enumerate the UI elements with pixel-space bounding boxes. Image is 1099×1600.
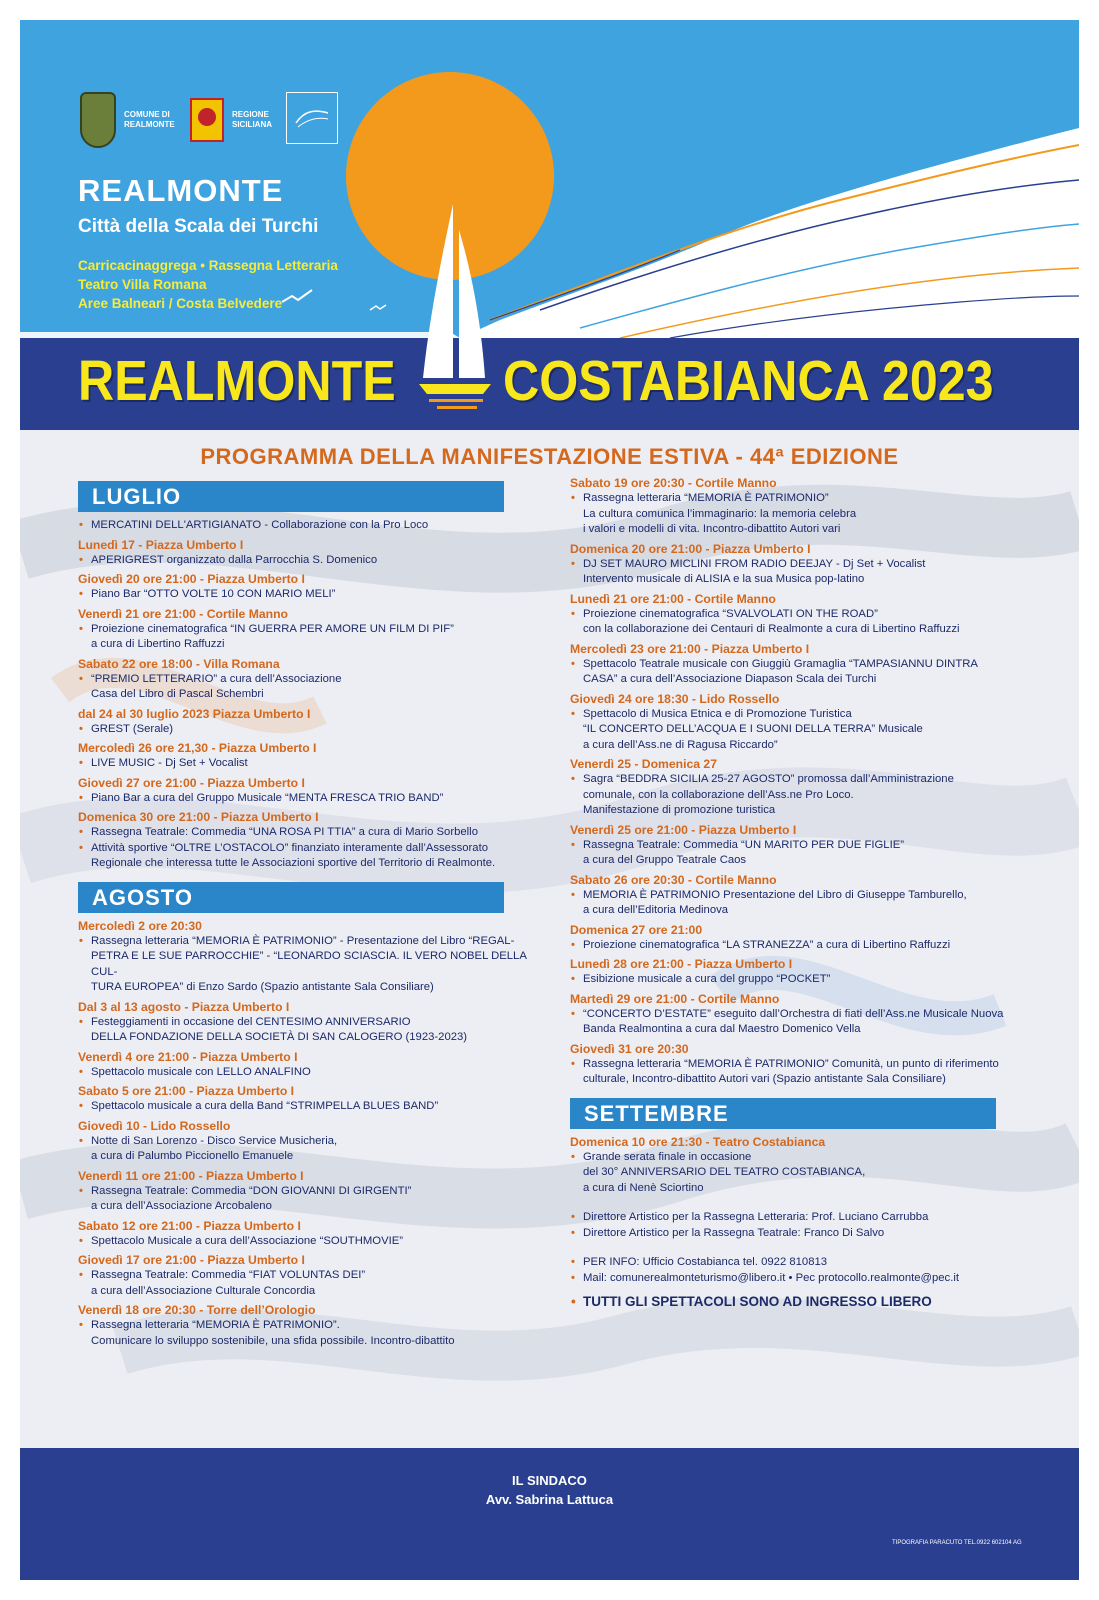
event-item — [78, 657, 528, 703]
event-line: • APERIGREST organizzato dalla Parrocchia S. Domenico — [78, 553, 528, 569]
event-line: • Rassegna letteraria “MEMORIA È PATRIMONIO” — [570, 491, 1040, 507]
event-item — [78, 1253, 528, 1299]
header-event: Teatro Villa Romana — [78, 277, 207, 292]
event-line: • DJ SET MAURO MICLINI FROM RADIO DEEJAY - Dj Set + Vocalist — [570, 557, 1040, 573]
info-mail: • Mail: comunerealmonteturismo@libero.it • Pec protocollo.realmonte@pec.it — [570, 1271, 1040, 1287]
event-date: Venerdì 11 ore 21:00 - Piazza Umberto I — [78, 1168, 304, 1183]
directors — [570, 1210, 1040, 1241]
event-line: • Proiezione cinematografica “IN GUERRA PER AMORE UN FILM DI PIF” — [78, 622, 528, 638]
event-item — [570, 1135, 1040, 1197]
event-date: Sabato 22 ore 18:00 - Villa Romana — [78, 656, 280, 671]
event-item — [78, 607, 528, 653]
event-line: del 30° ANNIVERSARIO DEL TEATRO COSTABIANCA, — [583, 1166, 866, 1178]
month-luglio: LUGLIO — [78, 481, 504, 512]
regione-label-2: SICILIANA — [232, 120, 272, 129]
event-item — [570, 823, 1040, 869]
regione-sicilia-icon — [190, 98, 224, 142]
footer — [20, 1448, 1079, 1580]
event-item — [78, 518, 528, 534]
director-line: • Direttore Artistico per la Rassegna Teatrale: Franco Di Salvo — [570, 1226, 1040, 1242]
event-line: Banda Realmontina a cura dal Maestro Domenico Vella — [583, 1023, 861, 1035]
sailboat-icon — [415, 200, 495, 415]
event-line: con la collaborazione dei Centauri di Realmonte a cura di Libertino Raffuzzi — [583, 623, 960, 635]
event-date: Mercoledì 2 ore 20:30 — [78, 918, 202, 933]
right-column — [570, 472, 1040, 1310]
event-date: Domenica 27 ore 21:00 — [570, 922, 703, 937]
regione-label — [232, 110, 272, 130]
event-line: Casa del Libro di Pascal Schembri — [91, 688, 264, 700]
event-line: a cura dell’Associazione Culturale Concordia — [91, 1284, 316, 1297]
event-line: culturale, Incontro-dibattito Autori vari (Spazio antistante Sala Consiliare) — [583, 1073, 946, 1085]
event-line: a cura del Gruppo Teatrale Caos — [583, 854, 747, 866]
event-date: Lunedì 28 ore 21:00 - Piazza Umberto I — [570, 957, 793, 971]
event-line: • Attività sportive “OLTRE L’OSTACOLO” finanziato interamente dall’Assessorato — [78, 841, 528, 857]
event-date: Lunedì 17 - Piazza Umberto I — [78, 537, 244, 552]
comune-label-2: REALMONTE — [124, 120, 175, 129]
event-date: Giovedì 20 ore 21:00 - Piazza Umberto I — [78, 572, 305, 586]
event-item — [78, 1084, 528, 1115]
event-date: Giovedì 17 ore 21:00 - Piazza Umberto I — [78, 1253, 305, 1267]
event-date: Sabato 26 ore 20:30 - Cortile Manno — [570, 872, 777, 887]
comune-crest-icon — [80, 92, 116, 148]
event-line: • Spettacolo musicale con LELLO ANALFINO — [78, 1065, 528, 1081]
free-entry — [570, 1294, 1040, 1310]
event-line: a cura dell’Ass.ne di Ragusa Riccardo” — [583, 738, 778, 751]
event-line: CASA” a cura dell’Associazione Diapason Scala dei Turchi — [583, 673, 877, 685]
free-entry-text: • TUTTI GLI SPETTACOLI SONO AD INGRESSO LIBERO — [570, 1294, 1040, 1310]
comune-label-1: COMUNE DI — [124, 110, 170, 119]
event-item — [78, 919, 528, 996]
event-line: PETRA E LE SUE PARROCCHIE” - “LEONARDO SCIASCIA. IL VERO NOBEL DELLA CUL- — [91, 950, 527, 978]
event-line: “IL CONCERTO DELL’ACQUA E I SUONI DELLA TERRA” Musicale — [583, 723, 923, 735]
event-item — [78, 1219, 528, 1250]
event-item — [570, 642, 1040, 688]
event-item — [78, 776, 528, 807]
event-date: Venerdì 25 ore 21:00 - Piazza Umberto I — [570, 822, 797, 837]
event-line: • Rassegna letteraria “MEMORIA È PATRIMONIO” Comunità, un punto di riferimento — [570, 1057, 1040, 1073]
event-date: Giovedì 24 ore 18:30 - Lido Rossello — [570, 691, 780, 706]
event-date: Giovedì 10 - Lido Rossello — [78, 1118, 231, 1133]
event-line: La cultura comunica l’immaginario: la memoria celebra — [583, 507, 857, 520]
event-line: • Rassegna Teatrale: Commedia “UNA ROSA PI TTIA” a cura di Mario Sorbello — [78, 825, 528, 841]
event-item — [570, 873, 1040, 919]
event-line: • Rassegna Teatrale: Commedia “UN MARITO PER DUE FIGLIE” — [570, 838, 1040, 854]
event-date: Martedì 29 ore 21:00 - Cortile Manno — [570, 991, 780, 1006]
event-item — [78, 707, 528, 738]
town-name: REALMONTE — [78, 173, 284, 208]
event-line: • Grande serata finale in occasione — [570, 1150, 1040, 1166]
regione-label-1: REGIONE — [232, 110, 269, 119]
event-line: a cura di Palumbo Piccionello Emanuele — [91, 1150, 294, 1162]
event-date: Lunedì 21 ore 21:00 - Cortile Manno — [570, 591, 776, 606]
destination-logo-icon — [286, 92, 338, 144]
event-item — [78, 741, 528, 772]
event-line: a cura di Nenè Sciortino — [583, 1181, 704, 1194]
event-line: • Spettacolo Musicale a cura dell’Associazione “SOUTHMOVIE” — [78, 1234, 528, 1250]
event-date: Venerdì 21 ore 21:00 - Cortile Manno — [78, 606, 288, 621]
title-band — [20, 338, 1079, 430]
event-date: Domenica 30 ore 21:00 - Piazza Umberto I — [78, 810, 319, 824]
event-item — [78, 1000, 528, 1046]
event-line: • Rassegna letteraria “MEMORIA È PATRIMONIO”. — [78, 1318, 528, 1334]
event-date: Sabato 19 ore 20:30 - Cortile Manno — [570, 476, 777, 490]
comune-logo — [80, 92, 175, 148]
event-item — [570, 476, 1040, 538]
event-line: • Piano Bar “OTTO VOLTE 10 CON MARIO MELI” — [78, 587, 528, 603]
event-line: a cura dell’Associazione Arcobaleno — [91, 1200, 272, 1212]
event-line: • Proiezione cinematografica “LA STRANEZZA” a cura di Libertino Raffuzzi — [570, 938, 1040, 954]
event-date: Mercoledì 23 ore 21:00 - Piazza Umberto I — [570, 641, 810, 656]
event-line: • Rassegna Teatrale: Commedia “FIAT VOLUNTAS DEI” — [78, 1268, 528, 1284]
event-date: Venerdì 18 ore 20:30 - Torre dell’Orologio — [78, 1303, 316, 1317]
event-item — [78, 810, 528, 872]
event-line: • “CONCERTO D’ESTATE” eseguito dall’Orchestra di fiati dell’Ass.ne Musicale Nuova — [570, 1007, 1040, 1023]
top-banner — [20, 20, 1079, 338]
month-agosto: AGOSTO — [78, 882, 504, 913]
event-line: DELLA FONDAZIONE DELLA SOCIETÀ DI SAN CALOGERO (1923-2023) — [91, 1031, 468, 1043]
event-line: • Festeggiamenti in occasione del CENTESIMO ANNIVERSARIO — [78, 1015, 528, 1031]
mayor-name: Avv. Sabrina Lattuca — [485, 1492, 614, 1507]
event-line: • Spettacolo Teatrale musicale con Giuggiù Gramaglia “TAMPASIANNU DINTRA — [570, 657, 1040, 673]
title-costabianca: COSTABIANCA 2023 — [503, 349, 994, 413]
left-column — [78, 481, 528, 1349]
regione-logo — [190, 98, 272, 142]
header-event: Aree Balneari / Costa Belvedere — [78, 296, 283, 311]
event-item — [570, 542, 1040, 588]
event-line: comunale, con la collaborazione dell’Ass.ne Pro Loco. — [583, 788, 854, 801]
director-line: • Direttore Artistico per la Rassegna Letteraria: Prof. Luciano Carrubba — [570, 1210, 1040, 1226]
event-item — [570, 992, 1040, 1038]
mayor-title: IL SINDACO — [512, 1473, 587, 1488]
event-date: Sabato 5 ore 21:00 - Piazza Umberto I — [78, 1084, 295, 1098]
event-line: a cura di Libertino Raffuzzi — [91, 638, 225, 650]
event-date: Sabato 12 ore 21:00 - Piazza Umberto I — [78, 1218, 301, 1233]
poster — [20, 20, 1079, 1580]
event-item — [570, 692, 1040, 754]
event-date: Venerdì 25 - Domenica 27 — [570, 757, 717, 771]
event-item — [570, 757, 1040, 819]
event-date: Giovedì 31 ore 20:30 — [570, 1041, 689, 1056]
event-line: • Rassegna letteraria “MEMORIA È PATRIMONIO” - Presentazione del Libro “REGAL- — [78, 934, 528, 950]
event-item — [78, 1050, 528, 1081]
event-line: • Spettacolo di Musica Etnica e di Promozione Turistica — [570, 707, 1040, 723]
event-line: • GREST (Serale) — [78, 722, 528, 738]
title-realmonte: REALMONTE — [78, 349, 396, 413]
header-event: Carricacinaggrega • Rassegna Letteraria — [78, 258, 338, 273]
event-item — [570, 592, 1040, 638]
event-line: • Proiezione cinematografica “SVALVOLATI ON THE ROAD” — [570, 607, 1040, 623]
printer-credit: TIPOGRAFIA PARACUTO TEL.0922 602104 AG — [892, 1540, 1022, 1546]
event-line: • LIVE MUSIC - Dj Set + Vocalist — [78, 756, 528, 772]
event-date: Dal 3 al 13 agosto - Piazza Umberto I — [78, 999, 290, 1014]
event-date: Mercoledì 26 ore 21,30 - Piazza Umberto I — [78, 741, 317, 755]
event-line: • Spettacolo musicale a cura della Band “STRIMPELLA BLUES BAND” — [78, 1099, 528, 1115]
event-item — [570, 1042, 1040, 1088]
event-date: Venerdì 4 ore 21:00 - Piazza Umberto I — [78, 1049, 298, 1064]
comune-label — [124, 110, 175, 130]
event-date: Giovedì 27 ore 21:00 - Piazza Umberto I — [78, 775, 305, 790]
event-line: TURA EUROPEA” di Enzo Sardo (Spazio antistante Sala Consiliare) — [91, 981, 434, 993]
month-settembre: SETTEMBRE — [570, 1098, 996, 1129]
event-item — [78, 538, 528, 569]
event-line: • Sagra “BEDDRA SICILIA 25-27 AGOSTO” promossa dall’Amministrazione — [570, 772, 1040, 788]
event-line: • MEMORIA È PATRIMONIO Presentazione del Libro di Giuseppe Tamburello, — [570, 888, 1040, 904]
event-line: • MERCATINI DELL'ARTIGIANATO - Collaborazione con la Pro Loco — [78, 518, 528, 534]
event-line: a cura dell’Editoria Medinova — [583, 904, 729, 916]
event-line: • Rassegna Teatrale: Commedia “DON GIOVANNI DI GIRGENTI” — [78, 1184, 528, 1200]
event-item — [78, 572, 528, 603]
info-phone: • PER INFO: Ufficio Costabianca tel. 0922 810813 — [570, 1255, 1040, 1271]
event-item — [78, 1119, 528, 1165]
event-line: Intervento musicale di ALISIA e la sua Musica pop-latino — [583, 573, 865, 585]
event-line: Regionale che interessa tutte le Associazioni sportive del Territorio di Realmonte. — [91, 857, 496, 869]
contact-info — [570, 1255, 1040, 1286]
event-line: • Esibizione musicale a cura del gruppo “POCKET” — [570, 972, 1040, 988]
event-item — [78, 1169, 528, 1215]
event-item — [570, 957, 1040, 988]
event-line: • Notte di San Lorenzo - Disco Service Musicheria, — [78, 1134, 528, 1150]
destination-logo — [286, 92, 338, 144]
event-date: Domenica 10 ore 21:30 - Teatro Costabianca — [570, 1134, 826, 1149]
event-date: dal 24 al 30 luglio 2023 Piazza Umberto I — [78, 706, 311, 721]
event-line: Manifestazione di promozione turistica — [583, 804, 776, 816]
header-events — [78, 256, 338, 313]
programme-title: PROGRAMMA DELLA MANIFESTAZIONE ESTIVA - 44ª EDIZIONE — [200, 444, 899, 469]
event-item — [78, 1303, 528, 1349]
event-line: Comunicare lo sviluppo sostenibile, una sfida possibile. Incontro-dibattito — [91, 1334, 455, 1347]
event-line: • Piano Bar a cura del Gruppo Musicale “MENTA FRESCA TRIO BAND” — [78, 791, 528, 807]
event-line: i valori e modelli di vita. Incontro-dibattito Autori vari — [583, 523, 841, 535]
town-subtitle: Città della Scala dei Turchi — [78, 216, 319, 237]
event-date: Domenica 20 ore 21:00 - Piazza Umberto I — [570, 541, 811, 556]
event-line: • “PREMIO LETTERARIO” a cura dell’Associazione — [78, 672, 528, 688]
event-item — [570, 923, 1040, 954]
